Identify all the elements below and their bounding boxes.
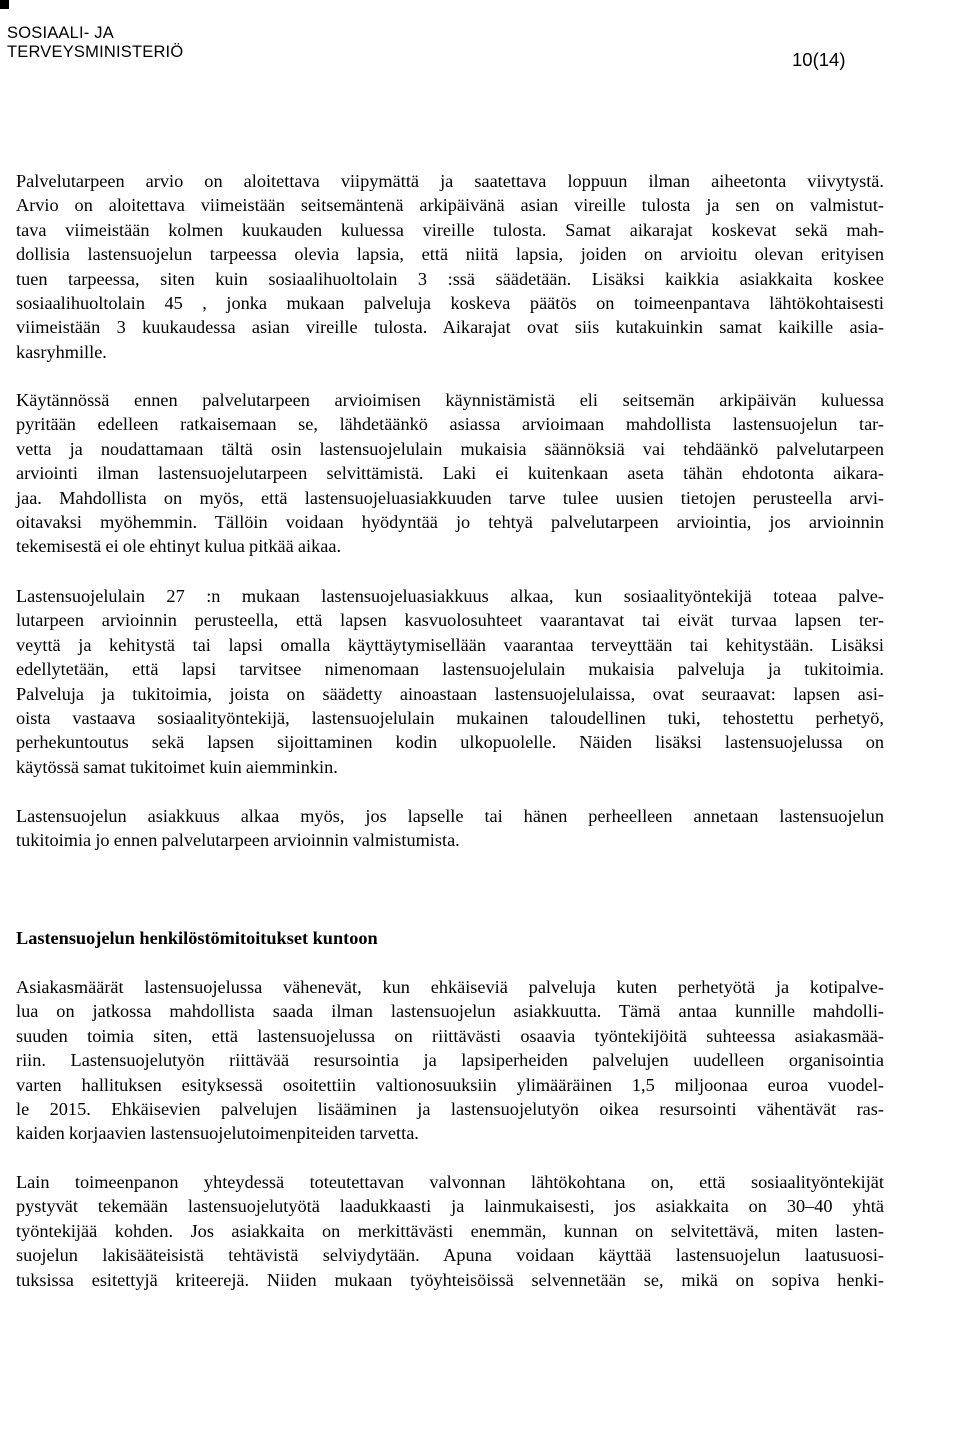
- text-line: lua on jatkossa mahdollista saada ilman lastensuojelun asiakkuutta. Tämä antaa kunnille mahdolli-: [16, 1001, 884, 1022]
- corner-mark: [0, 0, 9, 9]
- paragraph-6: [16, 1170, 884, 1292]
- text-line: le 2015. Ehkäisevien palvelujen lisääminen ja lastensuojelutyön oikea resursointi vähentävät ras-: [16, 1098, 884, 1119]
- text-line: Lastensuojelun asiakkuus alkaa myös, jos lapselle tai hänen perheelleen annetaan lastensuojelun: [16, 806, 884, 826]
- text-line: tuksissa esitettyjä kriteerejä. Niiden mukaan työyhteisöissä selvennetään se, mikä on sopiva henki-: [16, 1269, 884, 1290]
- text-line: Palveluja ja tukitoimia, joista on säädetty ainoastaan lastensuojelulaissa, ovat seuraavat: lapsen asi-: [16, 683, 884, 704]
- text-line: suuden toimia siten, että lastensuojelussa on riittävästi osaavia työntekijöitä suhteessa asiakasmää-: [16, 1025, 884, 1046]
- text-line: viimeistään 3 kuukaudessa asian vireille tulosta. Aikarajat ovat siis kutakuinkin samat kaikille asia-: [16, 317, 884, 338]
- text-line: kaiden korjaavien lastensuojelutoimenpiteiden tarvetta.: [16, 1123, 419, 1144]
- text-line: pystyvät tekemään lastensuojelutyötä laadukkaasti ja lainmukaisesti, jos asiakkaita on 30–40 yhtä: [16, 1196, 884, 1217]
- paragraph-2: [16, 388, 884, 559]
- text-line: tukitoimia jo ennen palvelutarpeen arvioinnin valmistumista.: [16, 830, 460, 851]
- text-line: käytössä samat tukitoimet kuin aiemminkin.: [16, 756, 338, 777]
- ministry-name-line-2: TERVEYSMINISTERIÖ: [7, 43, 184, 61]
- paragraph-5: [16, 975, 884, 1146]
- text-line: suojelun lakisääteisistä tehtävistä selviydytään. Apuna voidaan käyttää lastensuojelun laatusuosi-: [16, 1245, 884, 1266]
- text-line: Asiakasmäärät lastensuojelussa vähenevät, kun ehkäiseviä palveluja kuten perhetyötä ja kotipalve-: [16, 977, 884, 997]
- text-line: Lastensuojelulain 27 :n mukaan lastensuojeluasiakkuus alkaa, kun sosiaalityöntekijä toteaa palve-: [16, 586, 884, 606]
- text-line: arviointi ilman lastensuojelutarpeen selvittämistä. Laki ei kuitenkaan aseta tähän ehdotonta aikara-: [16, 463, 884, 484]
- paragraph-4: [16, 804, 884, 853]
- text-line: oista vastaava sosiaalityöntekijä, lastensuojelulain mukainen taloudellinen tuki, tehostettu perhetyö,: [16, 707, 884, 728]
- paragraph-1: [16, 169, 884, 364]
- text-line: Lain toimeenpanon yhteydessä toteutettavan valvonnan lähtökohtana on, että sosiaalityöntekijät: [16, 1172, 884, 1192]
- text-line: kasryhmille.: [16, 341, 107, 362]
- text-line: Palvelutarpeen arvio on aloitettava viipymättä ja saatettava loppuun ilman aiheetonta viivytystä.: [16, 171, 884, 191]
- page-number: 10(14): [792, 49, 846, 70]
- paragraph-3: [16, 584, 884, 779]
- text-line: oitavaksi myöhemmin. Tällöin voidaan hyödyntää jo tehtyä palvelutarpeen arviointia, jos arvioinnin: [16, 511, 884, 532]
- text-line: sosiaalihuoltolain 45 , jonka mukaan palveluja koskeva päätös on toimeenpantava lähtökohtaisesti: [16, 292, 884, 313]
- text-line: vetta ja noudattamaan tältä osin lastensuojelulain mukaisia säännöksiä vai tehdäänkö palvelutarpeen: [16, 438, 884, 459]
- ministry-name: [7, 24, 183, 62]
- text-line: veyttä ja kehitystä tai lapsi omalla käyttäytymisellään vaarantaa terveyttään tai kehitystään. Lisäksi: [16, 634, 884, 655]
- text-line: tuen tarpeessa, siten kuin sosiaalihuoltolain 3 :ssä säädetään. Lisäksi kaikkia asiakkaita koskee: [16, 268, 884, 289]
- text-line: dollisia lastensuojelun tarpeessa olevia lapsia, että niitä lapsia, joiden on arvioitu olevan erityisen: [16, 244, 884, 265]
- text-line: tava viimeistään kolmen kuukauden kuluessa vireille tulosta. Samat aikarajat koskevat sekä mah-: [16, 219, 884, 240]
- text-line: Arvio on aloitettava viimeistään seitsemäntenä arkipäivänä asian vireille tulosta ja sen on valmistut-: [16, 195, 884, 216]
- text-line: työntekijää kohden. Jos asiakkaita on merkittävästi enemmän, kunnan on selvitettävä, miten lasten-: [16, 1220, 884, 1241]
- text-line: lutarpeen arvioinnin perusteella, että lapsen kasvuolosuhteet vaarantavat tai eivät turvaa lapsen ter-: [16, 610, 884, 631]
- text-line: jaa. Mahdollista on myös, että lastensuojeluasiakkuuden tarve tulee uusien tietojen perusteella arvi-: [16, 487, 884, 508]
- ministry-name-line-1: SOSIAALI- JA: [7, 24, 114, 42]
- text-line: edellytetään, että lapsi tarvitsee nimenomaan lastensuojelulain mukaisia palveluja ja tukitoimia.: [16, 659, 884, 680]
- text-line: tekemisestä ei ole ehtinyt kulua pitkää aikaa.: [16, 536, 342, 557]
- text-line: perhekuntoutus sekä lapsen sijoittaminen kodin ulkopuolelle. Näiden lisäksi lastensuojelussa on: [16, 732, 884, 753]
- text-line: pyritään edelleen ratkaisemaan se, lähdetäänkö asiassa arvioimaan mahdollista lastensuojelun tar-: [16, 414, 884, 435]
- text-line: Käytännössä ennen palvelutarpeen arvioimisen käynnistämistä eli seitsemän arkipäivän kuluessa: [16, 390, 884, 410]
- text-line: varten hallituksen esityksessä osoitettiin valtionosuuksiin ylimääräinen 1,5 miljoonaa euroa vuodel-: [16, 1074, 884, 1095]
- text-line: riin. Lastensuojelutyön riittävää resursointia ja lapsiperheiden palvelujen uudelleen organisointia: [16, 1050, 884, 1071]
- section-heading: Lastensuojelun henkilöstömitoitukset kuntoon: [16, 928, 378, 948]
